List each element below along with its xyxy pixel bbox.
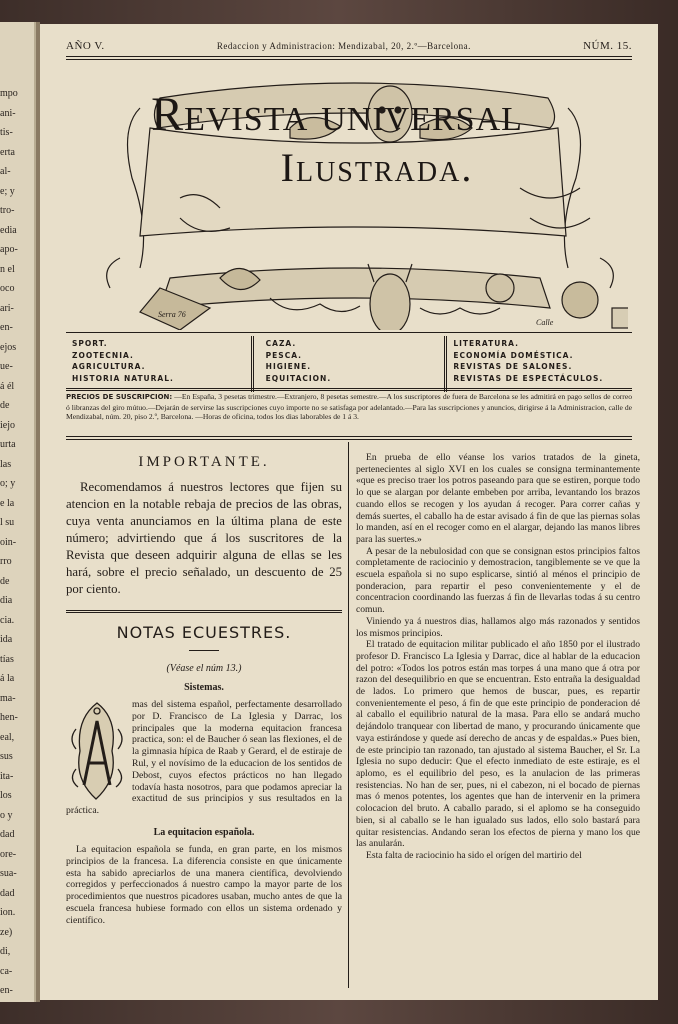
facing-page-fragment: ma- xyxy=(0,692,16,704)
subscription-info xyxy=(66,392,632,422)
facing-page-fragment: ita- xyxy=(0,770,14,782)
header-rule-2 xyxy=(66,59,632,60)
article-reference: (Véase el núm 13.) xyxy=(166,663,242,674)
artist-signature-right: Calle xyxy=(536,318,554,327)
facing-page-fragment: l su xyxy=(0,517,15,528)
facing-page-fragment: e la xyxy=(0,497,15,509)
masthead-subtitle: Ilustrada. xyxy=(280,145,474,190)
facing-page-fragment: á la xyxy=(0,673,15,684)
facing-page-fragment: erta xyxy=(0,146,15,158)
issue-header xyxy=(66,38,632,54)
facing-page-fragment: tro- xyxy=(0,205,15,216)
section-title-sistemas: Sistemas. xyxy=(184,682,224,693)
facing-page-fragment: e; y xyxy=(0,185,15,197)
facing-page-fragment: o; y xyxy=(0,478,16,489)
paragraph: Viniendo ya á nuestros dias, hallamos algo más razonados y sentidos los mismos principios. xyxy=(356,615,640,639)
subscription-label: PRECIOS DE SUSCRIPCION: xyxy=(66,393,173,401)
facing-page-fragment: ion. xyxy=(0,907,16,918)
paragraph: Esta falta de raciocinio ha sido el orígen del martirio del xyxy=(366,849,582,861)
facing-page-fragment: dia xyxy=(0,595,13,606)
section-title-espanola: La equitacion española. xyxy=(153,826,255,838)
issue-address: Redaccion y Administracion: Mendizabal, 20, 2.º—Barcelona. xyxy=(216,41,471,51)
important-title: IMPORTANTE. xyxy=(138,454,270,470)
topic-item: REVISTAS DE ESPECTÁCULOS. xyxy=(453,373,604,383)
section-espanola xyxy=(66,844,342,927)
title-underline xyxy=(189,650,219,651)
paragraph: En prueba de ello véanse los varios tratados de la gineta, pertenecientes al siglo XVI en los cuales se consigna terminantemente «que es preciso traer los potros paseando para que se estiren, porque todo lo que se alargan por delante embeben por arriba, levantando los brazos cuando ellos se recogen y los ayudan á recoger. Para correr cañas y demás suertes, el caballo ha de estar avisado á fin de que las piernas solas lo manden, así en el recoger como en el alargar, dejando las manos libres para las suertes.» xyxy=(356,452,640,545)
topic-item: HIGIENE. xyxy=(265,362,312,371)
topics-bottom-rule xyxy=(66,388,632,389)
facing-page-fragment: tis- xyxy=(0,127,13,138)
facing-page-fragment: al- xyxy=(0,166,11,177)
facing-page-fragment: dad xyxy=(0,829,15,840)
facing-page-fragment: de xyxy=(0,400,10,411)
right-column xyxy=(356,452,640,862)
section-rule xyxy=(66,610,342,613)
topic-item: AGRICULTURA. xyxy=(72,362,146,371)
section-sistemas xyxy=(66,699,342,817)
facing-page-fragment: en- xyxy=(0,985,13,996)
facing-page-fragment: n el xyxy=(0,263,15,275)
topic-item: HISTORIA NATURAL. xyxy=(72,373,174,383)
facing-page-fragment: ze) xyxy=(0,926,13,938)
facing-page-fragment: dad xyxy=(0,887,15,899)
facing-page-fragment: ejos xyxy=(0,341,17,353)
facing-page-fragment: sua- xyxy=(0,868,17,879)
facing-page-fragment: ca- xyxy=(0,965,13,977)
issue-year: AÑO V. xyxy=(66,40,105,52)
facing-page-fragment: de xyxy=(0,575,10,587)
masthead-title: Revista universal xyxy=(151,88,523,141)
facing-page-fragment: di, xyxy=(0,946,11,957)
facing-page-fragment: ida xyxy=(0,634,13,645)
facing-page-fragment: iejo xyxy=(0,419,15,431)
facing-page-fragment: apo- xyxy=(0,244,18,255)
topics-top-rule xyxy=(66,332,632,333)
facing-page-fragment: las xyxy=(0,458,12,470)
topics-table xyxy=(66,336,632,392)
topic-item: CAZA. xyxy=(265,339,297,348)
topic-item: LITERATURA. xyxy=(453,339,519,348)
paragraph: La equitacion española se funda, en gran parte, en los mismos principios de la francesa. La diferencia consiste en que únicamente esta ha sabido apreciarlos de una manera científica, devolviendo corregidos y perfeccionados á nuestro campo la mayor parte de los procedimientos que nuestros picadores usaban, mucho antes de que la escuela francesa hubiese formado con ellos un sistema ordenado y científico. xyxy=(66,843,342,926)
topics-col-3 xyxy=(447,336,632,392)
facing-page-fragment: o y xyxy=(0,809,13,821)
paragraph: El tratado de equitacion militar publicado el año 1850 por el ilustrado profesor D. Francisco La Iglesia y Darrac, dice al hablar de la educacion del potro: «Todos los potros están mas torpes á una mano que á otra por razon del desequilibrio en que se encuentran. Esto entraña la desigualdad de lados. Lo primero que hemos de buscar, pues, es repartir convenientemente el peso, á fin de que este principio de ponderacion dé al caballo el equilibrio natural de la masa. Para ello se andará mucho dejándolo tranquear con libertad de mano, y procurando únicamente que vaya estirándose y quede así derecho de ancas y de espaldas.» Pues bien, de este principio tan razonado, tan ajustado al sistema Baucher, el Sr. La Iglesia no supo deducir: Que el efecto inmediato de este estiraje, es el aplomo, es el equilibrio del peso, es la anulacion de las primeras resistencias. No han de ser, pues, ni el cabezon, ni el bocado de piernas mas ó menos potentes, los agentes que han de intervenir en la primera colocacion del bruto. A caballo parado, si el aplomo se ha conseguido bien, si al caballo se le han igualado sus lados, ello solo bastará para quitar resistencias. Andando seran los efectos de pierna y mano los que las anularán. xyxy=(356,639,640,850)
facing-page-fragment: hen- xyxy=(0,712,18,723)
facing-page-fragment: eal, xyxy=(0,731,15,743)
section-sistemas-text: mas del sistema español, perfectamente desarrollado por D. Francisco de La Iglesia y Darrac, los principales que la moderna equitacion francesa practica, son: el de Baucher ó sean las flexiones, el de la gimnasia hípica de Raab y Gerard, el de estiraje de Rul, y el novísimo de la educacion de los sentidos de Debost, cuyos efectos prácticos no han llegado todavía hasta nosotros, para que podamos apreciar la exactitud de sus principios y sus resultados en la práctica. xyxy=(66,699,342,817)
subscription-rule-2 xyxy=(66,439,632,440)
column-divider xyxy=(348,442,349,988)
topics-col-1 xyxy=(66,336,251,392)
topic-item: SPORT. xyxy=(72,339,108,348)
facing-page-fragment: mpo xyxy=(0,88,18,99)
facing-page-fragment: ani- xyxy=(0,107,16,119)
facing-page-fragment: ue- xyxy=(0,361,13,372)
facing-page-fragment: sus xyxy=(0,751,13,762)
facing-page-fragment: los xyxy=(0,790,12,801)
article-title: NOTAS ECUESTRES. xyxy=(116,623,292,642)
subscription-rule xyxy=(66,436,632,437)
paragraph: A pesar de la nebulosidad con que se consignan estos principios faltos completamente de raciocinio y demostracion, tangiblemente se ve que la escuela española si no supo esplicarse, sintió al ménos el principio de ponderacion, para repartir el peso convenientemente y el de concentracion coordinando las fuerzas á fin de llevarlas todas á su centro comun. xyxy=(356,545,640,616)
facing-page-fragment: ore- xyxy=(0,848,17,860)
newspaper-page xyxy=(40,24,658,1000)
topic-item: PESCA. xyxy=(265,350,302,360)
facing-page-fragment: tías xyxy=(0,653,14,665)
artist-signature-left: Serra 76 xyxy=(158,310,186,319)
facing-page-fragment: rro xyxy=(0,556,12,567)
subscription-text: —En España, 3 pesetas trimestre.—Extranjero, 8 pesetas semestre.—A los suscriptores de fuera de Barcelona se les admitirá en pago sellos de correo ó libranzas del giro mútuo.—Dejarán de servirse las suscripciones cuyo importe no se satisfaga por adelantado.—Para las suscripciones y anuncios, dirigirse á la Administracion, calle de Mendizabal, núm. 20, piso 2.º, Barcelona. —Horas de oficina, todos los dias laborables de 1 á 3. xyxy=(66,392,632,422)
facing-page-fragment: edia xyxy=(0,224,17,236)
facing-page-edge xyxy=(0,22,36,1002)
topic-item: ECONOMÍA DOMÉSTICA. xyxy=(453,350,574,360)
facing-page-fragment: urta xyxy=(0,439,16,450)
facing-page-fragment: oin- xyxy=(0,536,17,548)
facing-page-fragment: á él xyxy=(0,380,15,392)
ornamental-initial-a-icon xyxy=(66,699,128,803)
topics-col-2 xyxy=(251,336,448,392)
important-text: Recomendamos á nuestros lectores que fijen su atencion en la notable rebaja de precios de las obras, cuya venta anunciamos en la última plana de este número; advirtiendo que á los suscritores de la Revista que deseen adquirir alguna de ellas se les hará, sobre el precio señalado, un descuento de 25 por ciento. xyxy=(66,480,342,596)
facing-page-fragment: en- xyxy=(0,322,13,333)
facing-page-fragment: cia. xyxy=(0,614,15,626)
left-column xyxy=(66,444,342,927)
topics-bottom-rule-2 xyxy=(66,390,632,391)
issue-number: NÚM. 15. xyxy=(583,40,632,52)
header-rule xyxy=(66,56,632,57)
facing-page-fragment: ari- xyxy=(0,302,14,314)
topic-item: EQUITACION. xyxy=(265,373,332,383)
topic-item: REVISTAS DE SALONES. xyxy=(453,362,573,371)
facing-page-fragment: oco xyxy=(0,283,15,294)
topic-item: ZOOTECNIA. xyxy=(72,350,134,360)
